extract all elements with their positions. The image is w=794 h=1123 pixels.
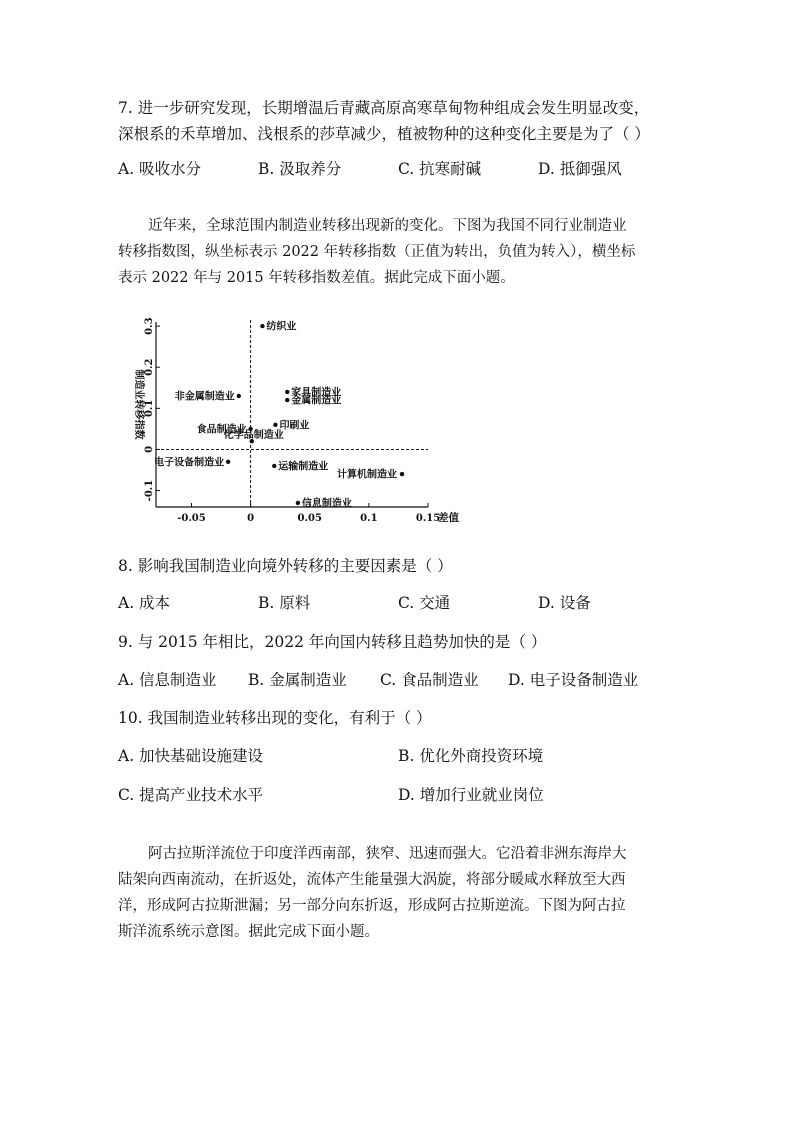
chart-point xyxy=(296,501,300,505)
chart-point-label: 食品制造业 xyxy=(196,424,247,436)
chart-point xyxy=(260,324,264,328)
chart-x-tick-label: 0 xyxy=(247,513,255,524)
q7-option-a[interactable]: A. 吸收水分 xyxy=(118,160,202,178)
q7-stem-line-1: 7. 进一步研究发现，长期增温后青藏高原高寒草甸物种组成会发生明显改变， xyxy=(118,99,650,117)
transfer-index-scatter-chart xyxy=(118,312,478,530)
q10-option-a[interactable]: A. 加快基础设施建设 xyxy=(118,747,264,765)
passage-1-line-3: 表示 2022 年与 2015 年转移指数差值。据此完成下面小题。 xyxy=(118,270,515,286)
chart-y-tick-label: 0.3 xyxy=(144,317,155,335)
chart-y-tick-label: 0.2 xyxy=(144,358,155,376)
chart-point xyxy=(273,423,277,427)
q10-option-d[interactable]: D. 增加行业就业岗位 xyxy=(398,786,544,804)
chart-x-axis-label: 差值 xyxy=(438,512,459,524)
passage-agulhas-current xyxy=(118,841,688,945)
chart-point xyxy=(285,398,289,402)
q8-option-b[interactable]: B. 原料 xyxy=(258,594,311,612)
q8-option-a[interactable]: A. 成本 xyxy=(118,594,171,612)
q8-option-c[interactable]: C. 交通 xyxy=(398,594,451,612)
chart-point-label: 印刷业 xyxy=(279,420,310,432)
q7-stem-line-2: 深根系的禾草增加、浅根系的莎草减少，植被物种的这种变化主要是为了（ ） xyxy=(118,125,650,143)
chart-point-label: 非金属制造业 xyxy=(174,391,235,403)
chart-point-label: 运输制造业 xyxy=(278,461,329,473)
chart-point xyxy=(400,472,404,476)
chart-point xyxy=(285,390,289,394)
chart-point-label: 金属制造业 xyxy=(291,395,342,407)
chart-x-tick-label: 0.15 xyxy=(415,513,441,524)
chart-point-label: 纺织业 xyxy=(266,321,297,333)
q9-option-d[interactable]: D. 电子设备制造业 xyxy=(508,671,639,689)
chart-x-tick-label: 0.1 xyxy=(360,513,378,524)
chart-x-tick-label: 0.05 xyxy=(297,513,322,524)
chart-y-axis-label: 制造业转移指数 xyxy=(133,369,144,440)
q8-stem: 8. 影响我国制造业向境外转移的主要因素是（ ） xyxy=(118,557,453,575)
chart-point-label: 信息制造业 xyxy=(301,498,352,510)
chart-point-label: 计算机制造业 xyxy=(336,469,397,481)
chart-point xyxy=(272,464,276,468)
chart-x-tick-label: -0.05 xyxy=(177,513,206,524)
passage-1-line-1: 近年来，全球范围内制造业转移出现新的变化。下图为我国不同行业制造业 xyxy=(148,218,627,234)
chart-y-tick-label: 0.1 xyxy=(144,399,155,418)
chart-y-tick-label: -0.1 xyxy=(144,479,155,502)
q9-stem: 9. 与 2015 年相比，2022 年向国内转移且趋势加快的是（ ） xyxy=(118,633,547,651)
q10-option-b[interactable]: B. 优化外商投资环境 xyxy=(398,747,544,765)
passage-1-line-2: 转移指数图，纵坐标表示 2022 年转移指数（正值为转出，负值为转入），横坐标 xyxy=(118,244,636,260)
chart-point-label: 化学品制造业 xyxy=(223,430,284,442)
q9-option-b[interactable]: B. 金属制造业 xyxy=(248,671,347,689)
q9-option-a[interactable]: A. 信息制造业 xyxy=(118,671,217,689)
q7-option-d[interactable]: D. 抵御强风 xyxy=(538,160,622,178)
q9-option-c[interactable]: C. 食品制造业 xyxy=(380,671,479,689)
passage-2-line-3: 洋，形成阿古拉斯泄漏；另一部分向东折返，形成阿古拉斯逆流。下图为阿古拉 xyxy=(118,898,626,914)
q8-option-d[interactable]: D. 设备 xyxy=(538,594,591,612)
passage-2-line-1: 阿古拉斯洋流位于印度洋西南部，狭窄、迅速而强大。它沿着非洲东海岸大 xyxy=(148,846,627,862)
chart-point xyxy=(226,460,230,464)
passage-2-line-4: 斯洋流系统示意图。据此完成下面小题。 xyxy=(118,924,379,940)
chart-point-label: 电子设备制造业 xyxy=(154,457,225,469)
passage-2-line-2: 陆架向西南流动，在折返处，流体产生能量强大涡旋，将部分暖咸水释放至大西 xyxy=(118,872,626,888)
passage-manufacturing xyxy=(118,213,688,291)
q7-option-c[interactable]: C. 抗寒耐碱 xyxy=(398,160,482,178)
chart-point xyxy=(237,394,241,398)
q10-stem: 10. 我国制造业转移出现的变化，有利于（ ） xyxy=(118,709,432,727)
chart-point-label: 家具制造业 xyxy=(291,387,342,399)
chart-y-tick-label: 0 xyxy=(144,445,155,453)
q7-option-b[interactable]: B. 汲取养分 xyxy=(258,160,342,178)
q10-option-c[interactable]: C. 提高产业技术水平 xyxy=(118,786,264,804)
